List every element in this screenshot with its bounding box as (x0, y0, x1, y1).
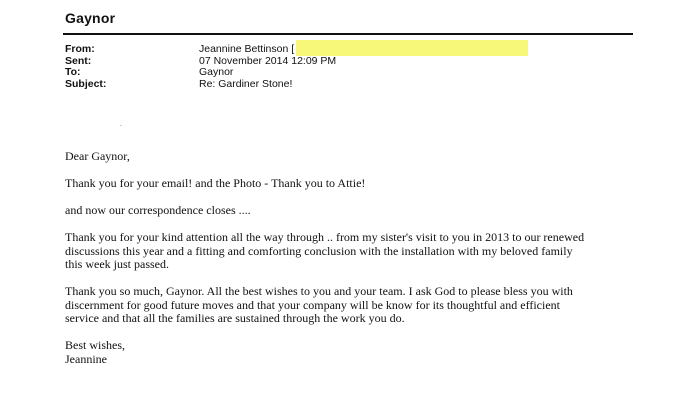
sent-label: Sent: (65, 54, 92, 67)
mailbox-owner-name: Gaynor (65, 10, 116, 26)
subject-value: Re: Gardiner Stone! (199, 77, 293, 90)
to-label: To: (65, 66, 81, 78)
from-value: Jeannine Bettinson [ (199, 43, 295, 55)
email-body (65, 150, 665, 366)
sent-value: 07 November 2014 12:09 PM (199, 54, 337, 67)
redaction-highlight (296, 40, 528, 56)
paragraph-thanks-photo: Thank you for your email! and the Photo - Thank you to Attie! (65, 176, 366, 190)
paragraph-attention-line-3: this week just passed. (65, 257, 169, 271)
paragraph-attention-line-2: discussions this year and a fitting and comforting conclusion with the installation with my beloved family (65, 243, 573, 258)
paragraph-blessing-line-1: Thank you so much, Gaynor. All the best wishes to you and your team. I ask God to please bless you with (65, 284, 573, 298)
paragraph-blessing-line-3: service and that all the families are sustained through the work you do. (65, 311, 405, 325)
header-divider (63, 33, 633, 35)
signature: Jeannine (65, 351, 107, 366)
paragraph-attention-line-1: Thank you for your kind attention all the way through .. from my sister's visit to you in 2013 to our renewed (65, 230, 585, 244)
paragraph-closes: and now our correspondence closes .... (65, 203, 251, 217)
closing: Best wishes, (65, 338, 125, 352)
scan-speck (120, 125, 122, 126)
to-value: Gaynor (199, 66, 234, 78)
greeting: Dear Gaynor, (65, 149, 130, 163)
paragraph-blessing-line-2: discernment for good future moves and that your company will be know for its thoughtful and efficient (65, 297, 560, 312)
from-label: From: (65, 43, 95, 55)
subject-label: Subject: (65, 77, 107, 90)
